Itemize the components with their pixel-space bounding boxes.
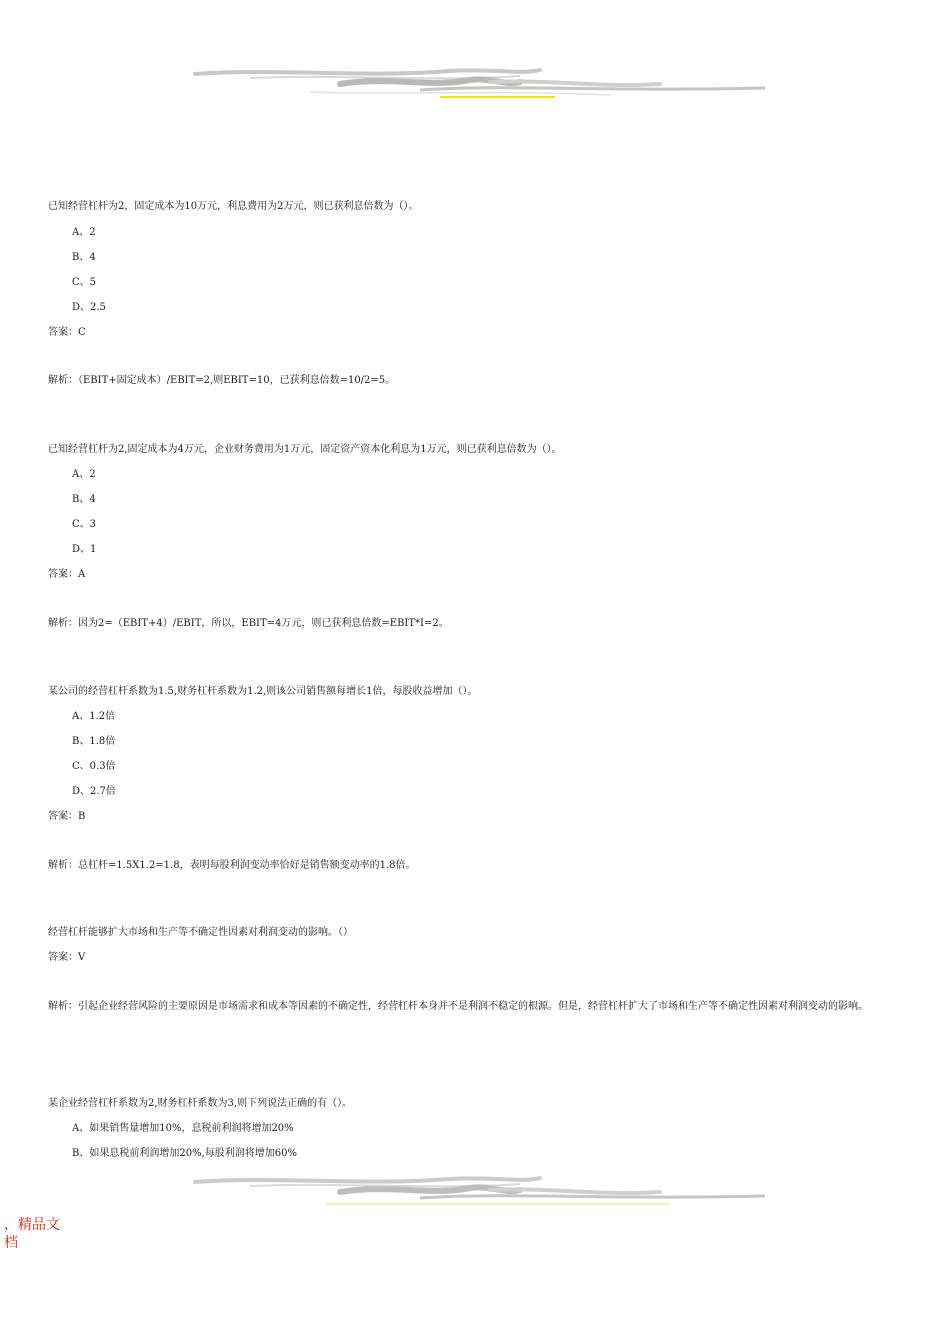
question-1-answer: 答案：C [48, 327, 86, 338]
question-2-option-d: D、1 [72, 544, 97, 555]
question-2-option-b: B、4 [72, 494, 96, 505]
question-3-option-a: A、1.2倍 [72, 711, 116, 722]
footer-brush-stroke [190, 1170, 770, 1210]
question-1-option-b: B、4 [72, 252, 96, 263]
question-3-analysis: 解析：总杠杆=1.5X1.2=1.8，表明每股利润变动率恰好是销售额变动率的1.8倍。 [48, 860, 416, 871]
question-2-stem: 已知经营杠杆为2,固定成本为4万元，企业财务费用为1万元，固定资产资本化利息为1万元，则已获利息倍数为（）。 [48, 444, 562, 455]
question-1-option-a: A、2 [72, 227, 96, 238]
question-1-option-d: D、2.5 [72, 302, 106, 313]
question-3-stem: 某公司的经营杠杆系数为1.5,财务杠杆系数为1.2,则该公司销售额每增长1倍，每股收益增加（）。 [48, 686, 478, 697]
question-2-option-a: A、2 [72, 469, 96, 480]
question-2-option-c: C、3 [72, 519, 97, 530]
question-4-stem: 经营杠杆能够扩大市场和生产等不确定性因素对利润变动的影响。（） [48, 927, 353, 938]
question-1-analysis: 解析：（EBIT+固定成本）/EBIT=2,则EBIT=10，已获利息倍数=10/2=5。 [48, 375, 396, 386]
watermark-stamp: ，精品文档 [4, 1217, 60, 1251]
question-4-analysis: 解析：引起企业经营风险的主要原因是市场需求和成本等因素的不确定性，经营杠杆本身并不是利润不稳定的根源。但是，经营杠杆扩大了市场和生产等不确定性因素对利润变动的影响。 [48, 1001, 868, 1012]
question-3-option-b: B、1.8倍 [72, 736, 116, 747]
question-3-answer: 答案：B [48, 811, 86, 822]
header-brush-stroke [190, 62, 770, 102]
question-4-answer: 答案：V [48, 952, 86, 963]
question-3-option-c: C、0.3倍 [72, 761, 116, 772]
question-5-stem: 某企业经营杠杆系数为2,财务杠杆系数为3,则下列说法正确的有（）。 [48, 1098, 353, 1109]
question-1-stem: 已知经营杠杆为2，固定成本为10万元，利息费用为2万元，则已获利息倍数为（）。 [48, 201, 419, 212]
question-5-option-b: B、如果息税前利润增加20%,每股利润将增加60% [72, 1148, 297, 1159]
question-1-option-c: C、5 [72, 277, 97, 288]
question-5-option-a: A、如果销售量增加10%，息税前利润将增加20% [72, 1123, 294, 1134]
question-2-analysis: 解析：因为2=（EBIT+4）/EBIT，所以，EBIT=4万元，则已获利息倍数=EBIT*I=2。 [48, 618, 449, 629]
question-2-answer: 答案：A [48, 569, 86, 580]
question-3-option-d: D、2.7倍 [72, 786, 116, 797]
